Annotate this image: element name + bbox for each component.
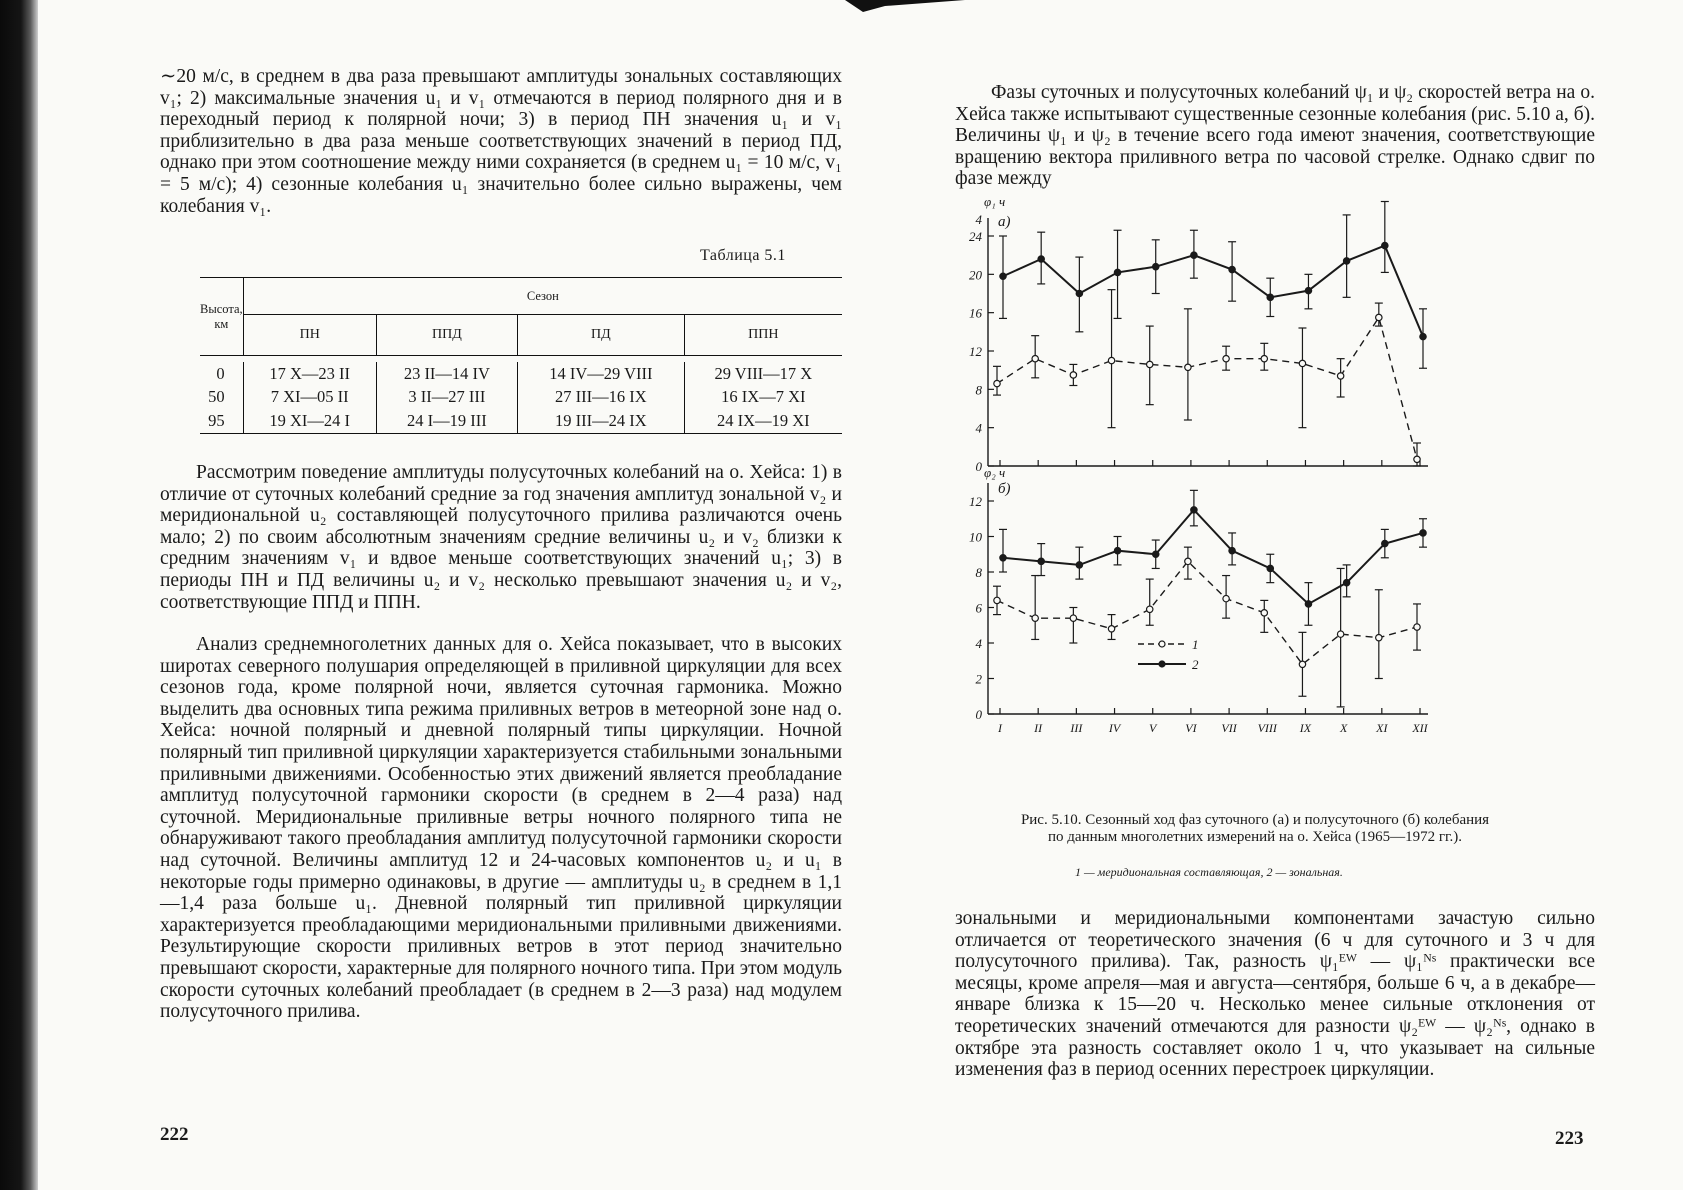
data-point — [1070, 372, 1076, 378]
table-row — [200, 409, 842, 433]
legend-label-2: 2 — [1192, 657, 1199, 672]
season-cell: 3 II—27 III — [376, 386, 517, 410]
y-top-tick-label: 4 — [975, 212, 982, 227]
y-tick-label: 8 — [975, 565, 982, 580]
y-tick-label: 24 — [969, 229, 982, 244]
paragraph-phase-difference: зональными и меридиональными компонентами зачастую сильно отличается от теоретического значения (6 ч для суточного и 3 ч для полусуточного прилива). Так, разность ψ₁ᴱᵂ — ψ₁ᴺˢ практически все месяцы, кроме апреля—мая и августа—сентября, больше 6 ч, а в декабре—январе близка к 15—20 ч. Несколько менее сильные отклонения от теоретических значений отмечаются для разности ψ₂ᴱᵂ — ψ₂ᴺˢ, однако в октябре эта разность составляет около 1 ч, что указывает на сильные изменения фаз в период осенних перестроек циркуляции. — [955, 908, 1595, 1081]
data-point — [1267, 565, 1273, 571]
y-tick-label: 0 — [975, 707, 982, 722]
season-cell: 24 I—19 III — [376, 409, 517, 433]
data-point — [1420, 530, 1426, 536]
data-point — [1299, 661, 1305, 667]
data-point — [1147, 361, 1153, 367]
data-point — [1414, 624, 1420, 630]
height-header: Высота, км — [200, 278, 243, 356]
paragraph-amplitude-conclusions: ∼20 м/с, в среднем в два раза превышают амплитуды зональных составляющих v₁; 2) максимальные значения u₁ и v₁ отмечаются в период полярного дня и в переходный период к полярной ночи; 3) в период ПН значения u₁ и v₁ приблизительно в два раза меньше соответствующих значений в период ПД, однако при этом соотношение между ними сохраняется (в среднем u₁ = 10 м/с, v₁ = 5 м/с); 4) сезонные колебания u₁ значительно более сильно выражены, чем колебания v₁. — [160, 66, 842, 217]
y-tick-label: 12 — [969, 344, 982, 359]
figure-legend-note: 1 — меридиональная составляющая, 2 — зональная. — [1075, 865, 1343, 879]
data-point — [1267, 294, 1273, 300]
page-number-right: 223 — [1555, 1128, 1584, 1149]
paragraph-phases: Фазы суточных и полусуточных колебаний ψ₁ и ψ₂ скоростей ветра на о. Хейса также испытывают существенные сезонные колебания (рис. 5.10 а, б). Величины ψ₁ и ψ₂ в течение всего года имеют значения, соответствующие вращению вектора приливного ветра по часовой стрелке. Однако сдвиг по фазе между — [955, 82, 1595, 190]
data-point — [1070, 615, 1076, 621]
height-cell: 50 — [208, 387, 225, 407]
season-col-pd: ПД — [518, 315, 685, 356]
x-tick-label: IX — [1299, 721, 1312, 735]
season-cell: 17 X—23 II — [243, 362, 376, 386]
left-page — [40, 0, 840, 1190]
paragraph-analysis: Анализ среднемноголетних данных для о. Хейса показывает, что в высоких широтах северного полушария определяющей в приливной циркуляции для всех сезонов года, кроме полярной ночи, является суточная гармоника. Можно выделить два основных типа режима приливных ветров в метеорной зоне над о. Хейса: ночной полярный и дневной полярный типы циркуляции. Ночной полярный тип приливной циркуляции характеризуется стабильными зональными приливными движениями. Особенностью этих движений является преобладание амплитуд полусуточной гармоники скорости (в среднем в 2—4 раза) над суточной. Меридиональные приливные ветры ночного полярного типа не обнаруживают такого преобладания амплитуд полусуточной гармоники скорости над суточной. Величины амплитуд 12 и 24-часовых компонентов u₂ и u₁ в некоторые годы примерно одинаковы, в другие — амплитуды u₂ в среднем в 1,1—1,4 раза больше u₁. Дневной полярный тип приливной циркуляции характеризуется преобладающими меридиональными приливными движениями. Результирующие скорости приливных ветров в этот период значительно превышают скорости, характерные для полярного ночного типа. При этом модуль скорости суточных колебаний преобладает (в среднем в 2—3 раза) над модулем полусуточного прилива. — [160, 634, 842, 1023]
season-cell: 29 VIII—17 X — [684, 362, 842, 386]
data-point — [1305, 601, 1311, 607]
data-point — [1261, 610, 1267, 616]
data-point — [1382, 540, 1388, 546]
data-point — [1000, 555, 1006, 561]
x-tick-label: VII — [1221, 721, 1237, 735]
x-tick-label: XII — [1412, 721, 1428, 735]
data-point — [1076, 562, 1082, 568]
x-tick-label: X — [1339, 721, 1348, 735]
data-point — [1376, 634, 1382, 640]
figure-caption: Рис. 5.10. Сезонный ход фаз суточного (а) и полусуточного (б) колебания по данным многолетних измерений на о. Хейса (1965—1972 гг.). — [1020, 812, 1490, 845]
season-cell: 14 IV—29 VIII — [518, 362, 685, 386]
season-col-pn: ПН — [243, 315, 376, 356]
y-tick-label: 12 — [969, 494, 982, 509]
data-point — [1223, 595, 1229, 601]
season-cell: 23 II—14 IV — [376, 362, 517, 386]
data-point — [1185, 364, 1191, 370]
series-line-1 — [997, 317, 1417, 459]
y-tick-label: 6 — [975, 600, 982, 616]
x-tick-label: VIII — [1257, 721, 1277, 735]
data-point — [1305, 287, 1311, 293]
data-point — [1229, 548, 1235, 554]
season-col-ppn: ППН — [684, 315, 842, 356]
data-point — [1108, 626, 1114, 632]
season-cell: 27 III—16 IX — [518, 386, 685, 410]
x-tick-label: VI — [1185, 721, 1197, 735]
series-line-1 — [997, 561, 1417, 664]
data-point — [1343, 258, 1349, 264]
season-col-ppd: ППД — [376, 315, 517, 356]
data-point — [1114, 548, 1120, 554]
data-point — [1191, 507, 1197, 513]
book-spine-shadow — [0, 0, 38, 1190]
season-cell: 19 III—24 IX — [518, 409, 685, 433]
data-point — [1414, 456, 1420, 462]
figure-5-10 — [958, 196, 1458, 796]
y-tick-label: 20 — [969, 267, 982, 283]
table-row — [200, 362, 842, 386]
y-axis-label-1: φ₂ ч — [984, 465, 1006, 480]
table-caption: Таблица 5.1 — [700, 247, 786, 264]
data-point — [1038, 558, 1044, 564]
data-point — [1376, 314, 1382, 320]
data-point — [1032, 355, 1038, 361]
data-point — [1261, 355, 1267, 361]
data-point — [994, 597, 1000, 603]
data-point — [1147, 606, 1153, 612]
data-point — [1337, 631, 1343, 637]
y-tick-label: 0 — [975, 459, 982, 474]
season-cell: 16 IX—7 XI — [684, 386, 842, 410]
data-point — [1382, 242, 1388, 248]
height-cell: 0 — [216, 363, 225, 383]
data-point — [1153, 551, 1159, 557]
season-cell: 7 XI—05 II — [243, 386, 376, 410]
x-tick-label: II — [1034, 721, 1043, 735]
season-cell: 19 XI—24 I — [243, 409, 376, 433]
series-line-2 — [1003, 246, 1423, 337]
table-row — [200, 386, 842, 410]
data-point — [1229, 266, 1235, 272]
x-tick-label: V — [1149, 721, 1157, 735]
panel-label-0: а) — [998, 214, 1011, 230]
data-point — [1032, 615, 1038, 621]
y-axis-label-0: φ₁ ч — [984, 196, 1006, 209]
data-point — [1076, 290, 1082, 296]
x-tick-label: III — [1070, 721, 1083, 735]
x-tick-label: IV — [1108, 721, 1121, 735]
y-tick-label: 4 — [975, 420, 982, 436]
seasons-table — [200, 277, 842, 434]
data-point — [1038, 256, 1044, 262]
data-point — [1337, 373, 1343, 379]
data-point — [1114, 269, 1120, 275]
panel-label-1: б) — [998, 481, 1011, 497]
data-point — [1000, 273, 1006, 279]
x-tick-label: I — [998, 721, 1002, 735]
height-cell: 95 — [208, 410, 225, 430]
data-point — [1299, 360, 1305, 366]
y-tick-label: 16 — [969, 305, 982, 321]
legend-label-1: 1 — [1192, 637, 1199, 652]
season-header: Сезон — [243, 278, 842, 315]
data-point — [994, 380, 1000, 386]
y-tick-label: 2 — [975, 671, 982, 687]
season-cell: 24 IX—19 XI — [684, 409, 842, 433]
data-point — [1191, 252, 1197, 258]
data-point — [1153, 263, 1159, 269]
data-point — [1343, 579, 1349, 585]
x-tick-label: XI — [1376, 721, 1388, 735]
series-line-2 — [1003, 510, 1423, 604]
legend-marker — [1159, 661, 1165, 667]
y-tick-label: 8 — [975, 382, 982, 398]
y-tick-label: 10 — [969, 529, 982, 545]
data-point — [1108, 357, 1114, 363]
paragraph-semidiurnal: Рассмотрим поведение амплитуды полусуточных колебаний на о. Хейса: 1) в отличие от суточных колебаний средние за год значения амплитуд зональной v₂ и меридиональной u₂ составляющей полусуточного прилива различаются очень мало; 2) по своим абсолютным значениям средние величины u₂ и v₂ близки к средним значениям v₁ и вдвое меньше соответствующих значений u₁; 3) в периоды ПН и ПД величины u₂ и v₂ несколько превышают значения u₂ и v₂, соответствующие ППД и ППН. — [160, 462, 842, 613]
data-point — [1185, 558, 1191, 564]
page-number-left: 222 — [160, 1124, 189, 1145]
data-point — [1420, 333, 1426, 339]
data-point — [1223, 355, 1229, 361]
y-tick-label: 4 — [975, 636, 982, 651]
legend-marker — [1159, 641, 1165, 647]
